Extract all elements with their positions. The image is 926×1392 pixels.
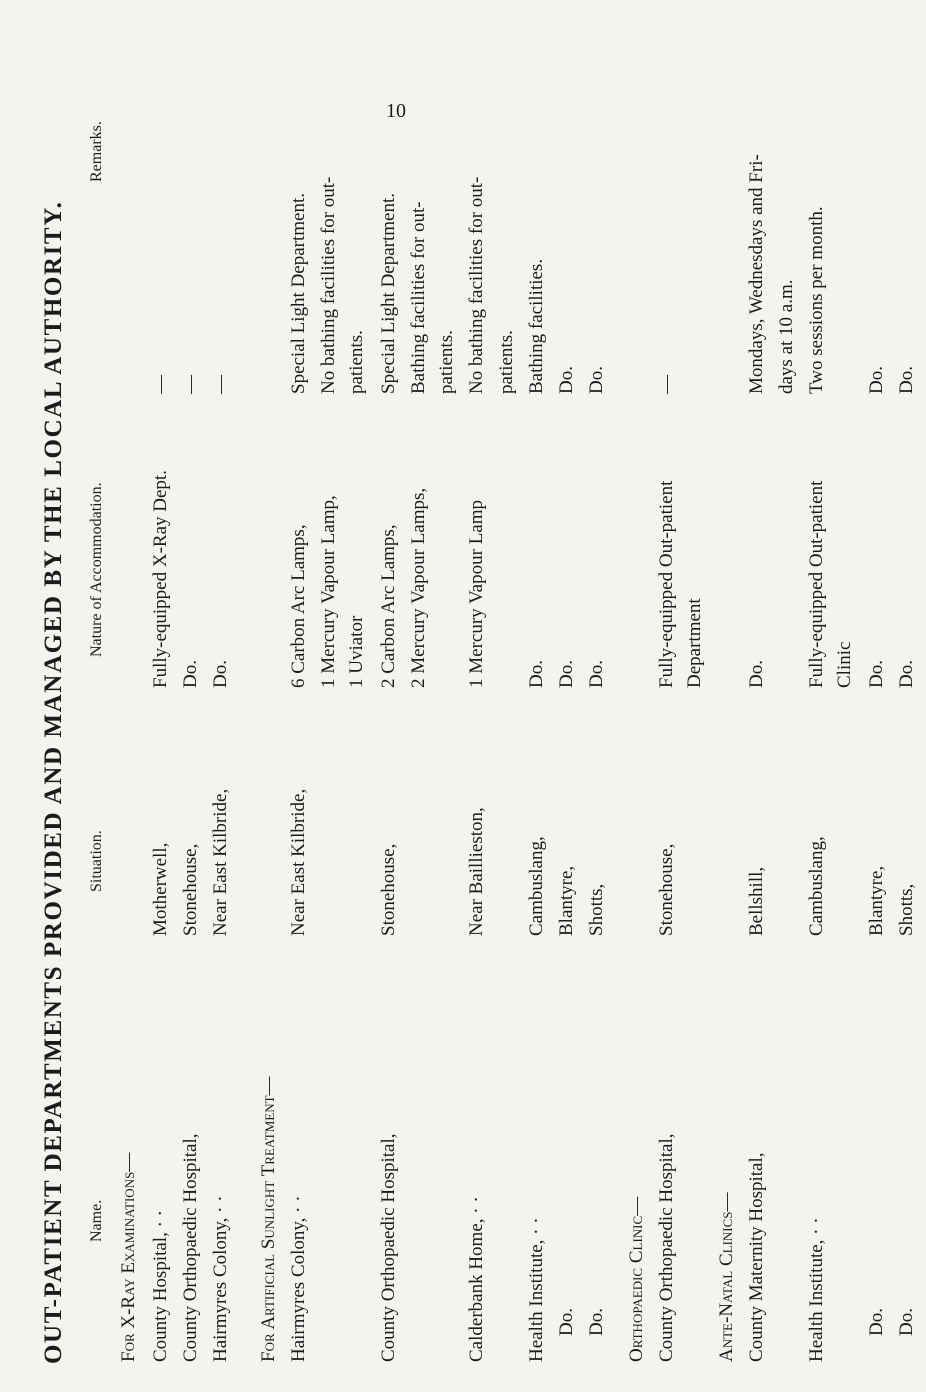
cell-nature: 1 Mercury Vapour Lamp [466, 499, 487, 688]
cell-nature: Do. [556, 660, 577, 688]
cell-remarks: — [150, 375, 171, 394]
cell-situation: Near East Kilbride, [210, 788, 231, 936]
page-number: 10 [386, 100, 406, 122]
cell-nature: 1 Uviator [346, 615, 367, 688]
table-row [834, 0, 864, 1392]
cell-remarks: Two sessions per month. [806, 206, 827, 394]
cell-remarks: Bathing facilities for out- [408, 201, 429, 394]
cell-name: Health Institute, · · [806, 1217, 827, 1362]
table-row [586, 0, 616, 1392]
cell-nature: Do. [526, 660, 547, 688]
cell-remarks: No bathing facilities for out- [318, 176, 339, 394]
table-row [150, 0, 180, 1392]
header-remarks: Remarks. [88, 121, 105, 182]
cell-name: Do. [866, 1308, 887, 1336]
cell-nature: 2 Mercury Vapour Lamps, [408, 487, 429, 688]
cell-remarks: patients. [496, 330, 517, 394]
cell-nature: Do. [746, 660, 767, 688]
cell-remarks: Special Light Department. [288, 192, 309, 394]
header-nature: Nature of Accommodation. [88, 482, 105, 657]
table-row [378, 0, 408, 1392]
section-heading-row [118, 0, 148, 1392]
cell-nature: Do. [180, 660, 201, 688]
header-situation: Situation. [88, 830, 105, 892]
cell-name: County Orthopaedic Hospital, [656, 1133, 677, 1362]
cell-name: For X-Ray Examinations— [118, 1152, 139, 1362]
cell-remarks: No bathing facilities for out- [466, 176, 487, 394]
cell-remarks: Do. [586, 366, 607, 394]
table-row [318, 0, 348, 1392]
cell-nature: Fully-equipped X-Ray Dept. [150, 470, 171, 688]
cell-name: Calderbank Home, · · [466, 1196, 487, 1362]
table-row [806, 0, 836, 1392]
table-row [436, 0, 466, 1392]
cell-remarks: Bathing facilities. [526, 258, 547, 394]
section-heading-row [716, 0, 746, 1392]
cell-remarks: Do. [866, 366, 887, 394]
cell-remarks: — [180, 375, 201, 394]
cell-nature: 2 Carbon Arc Lamps, [378, 524, 399, 688]
cell-situation: Stonehouse, [378, 843, 399, 936]
cell-nature: 1 Mercury Vapour Lamp, [318, 495, 339, 688]
table-row [556, 0, 586, 1392]
cell-name: Do. [586, 1308, 607, 1336]
cell-situation: Stonehouse, [180, 843, 201, 936]
cell-nature: Do. [586, 660, 607, 688]
cell-nature: Do. [896, 660, 917, 688]
cell-nature: Fully-equipped Out-patient [656, 480, 677, 688]
cell-name: Do. [556, 1308, 577, 1336]
cell-situation: Bellshill, [746, 866, 767, 936]
table-row [288, 0, 318, 1392]
cell-nature: Clinic [834, 641, 855, 688]
table-row [346, 0, 376, 1392]
cell-remarks: Do. [556, 366, 577, 394]
cell-name: Do. [896, 1308, 917, 1336]
cell-name: Hairmyres Colony, · · [288, 1195, 309, 1362]
section-heading-row [258, 0, 288, 1392]
table-row [776, 0, 806, 1392]
cell-nature: Fully-equipped Out-patient [806, 480, 827, 688]
cell-situation: Blantyre, [866, 865, 887, 936]
cell-remarks: Mondays, Wednesdays and Fri- [746, 154, 767, 394]
cell-name: For Artificial Sunlight Treatment— [258, 1076, 279, 1362]
cell-remarks: — [210, 375, 231, 394]
cell-situation: Motherwell, [150, 842, 171, 936]
table-row [496, 0, 526, 1392]
cell-situation: Near East Kilbride, [288, 788, 309, 936]
cell-remarks: Do. [896, 366, 917, 394]
table-row [896, 0, 926, 1392]
cell-nature: Do. [866, 660, 887, 688]
cell-name: County Orthopaedic Hospital, [180, 1133, 201, 1362]
cell-remarks: — [656, 375, 677, 394]
cell-name: County Hospital, · · [150, 1210, 171, 1362]
cell-name: Orthopaedic Clinic— [626, 1196, 647, 1362]
cell-situation: Cambuslang, [806, 836, 827, 936]
cell-remarks: patients. [436, 330, 457, 394]
table-row [466, 0, 496, 1392]
section-heading-row [626, 0, 656, 1392]
header-name: Name. [88, 1199, 105, 1242]
cell-situation: Near Baillieston, [466, 807, 487, 936]
cell-nature: Do. [210, 660, 231, 688]
table-row [746, 0, 776, 1392]
table-row [408, 0, 438, 1392]
cell-name: Ante-Natal Clinics— [716, 1192, 737, 1362]
cell-situation: Blantyre, [556, 865, 577, 936]
cell-name: County Orthopaedic Hospital, [378, 1133, 399, 1362]
cell-situation: Shotts, [896, 883, 917, 936]
cell-situation: Cambuslang, [526, 836, 547, 936]
table-row [684, 0, 714, 1392]
table-row [180, 0, 210, 1392]
cell-remarks: patients. [346, 330, 367, 394]
cell-nature: 6 Carbon Arc Lamps, [288, 524, 309, 688]
cell-name: Health Institute, · · [526, 1217, 547, 1362]
cell-name: County Maternity Hospital, [746, 1152, 767, 1362]
cell-nature: Department [684, 598, 705, 688]
table-row [210, 0, 240, 1392]
cell-situation: Stonehouse, [656, 843, 677, 936]
cell-situation: Shotts, [586, 883, 607, 936]
document-title: OUT-PATIENT DEPARTMENTS PROVIDED AND MANAGED BY THE LOCAL AUTHORITY. [40, 200, 67, 1364]
cell-remarks: Special Light Department. [378, 192, 399, 394]
cell-name: Hairmyres Colony, · · [210, 1195, 231, 1362]
table-row [526, 0, 556, 1392]
table-row [656, 0, 686, 1392]
cell-remarks: days at 10 a.m. [776, 279, 797, 394]
table-row [866, 0, 896, 1392]
